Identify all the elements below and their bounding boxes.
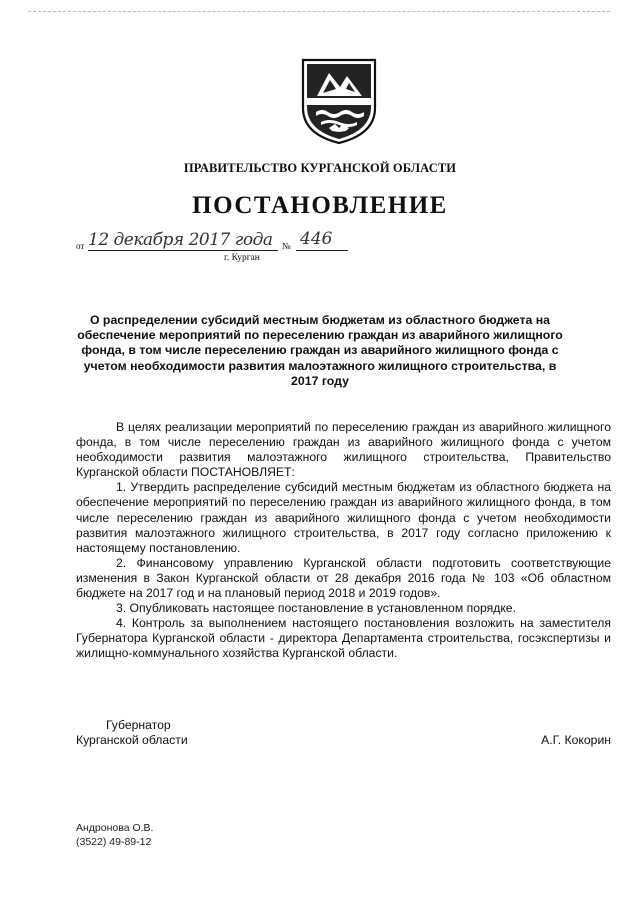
number-label: № <box>282 241 291 251</box>
date-from-label: от <box>76 241 85 251</box>
item-paragraph-1: 1. Утвердить распределение субсидий местным бюджетам из областного бюджета на обеспечение мероприятий по переселению граждан из аварийного жилищного фонда, в том числе переселению граждан из аварийного жилищного фонда с учетом необходимости развития малоэтажного жилищного строительства, в 2017 году согласно приложению к настоящему постановлению. <box>76 480 611 555</box>
signer-role-line1: Губернатор <box>106 718 171 732</box>
handwritten-date: 12 декабря 2017 года <box>88 230 273 250</box>
handwritten-number: 446 <box>300 229 333 249</box>
signer-role-line2: Курганской области <box>76 733 188 747</box>
preamble-paragraph: В целях реализации мероприятий по переселению граждан из аварийного жилищного фонда, в том числе переселению граждан из аварийного жилищного фонда с учетом необходимости развития малоэтажного жилищного строительства, Правительство Курганской области ПОСТАНОВЛЯЕТ: <box>76 420 611 480</box>
document-dateline <box>74 229 374 272</box>
item-paragraph-3: 3. Опубликовать настоящее постановление в установленном порядке. <box>116 601 516 616</box>
signature-block <box>76 718 611 754</box>
scan-top-edge <box>28 11 610 12</box>
signer-name: А.Г. Кокорин <box>541 733 611 747</box>
performer-phone: (3522) 49-89-12 <box>76 835 152 848</box>
document-body <box>76 420 611 662</box>
performer-block <box>76 822 153 849</box>
issue-city: г. Курган <box>224 253 260 263</box>
coat-of-arms-icon <box>299 56 379 146</box>
government-name: ПРАВИТЕЛЬСТВО КУРГАНСКОЙ ОБЛАСТИ <box>183 161 457 175</box>
document-title: О распределении субсидий местным бюджетам из областного бюджета на обеспечение мероприятий по переселению граждан из аварийного жилищного фонда, в том числе переселению граждан из аварийного жилищного фонда с учетом необходимости развития малоэтажного жилищного строительства, в 2017 году <box>77 313 563 388</box>
item-paragraph-2: 2. Финансовому управлению Курганской области подготовить соответствующие изменения в Закон Курганской области от 28 декабря 2016 года № 103 «Об областном бюджете на 2017 год и на плановый период 2018 и 2019 годов». <box>76 555 611 601</box>
number-underline <box>296 250 348 251</box>
document-type-heading: ПОСТАНОВЛЕНИЕ <box>192 192 448 219</box>
performer-name: Андронова О.В. <box>76 822 154 834</box>
date-underline <box>88 250 278 251</box>
item-paragraph-4: 4. Контроль за выполнением настоящего постановления возложить на заместителя Губернатора Курганской области - директора Департамента строительства, госэкспертизы и жилищно-коммунального хозяйства Курганской области. <box>76 616 611 661</box>
